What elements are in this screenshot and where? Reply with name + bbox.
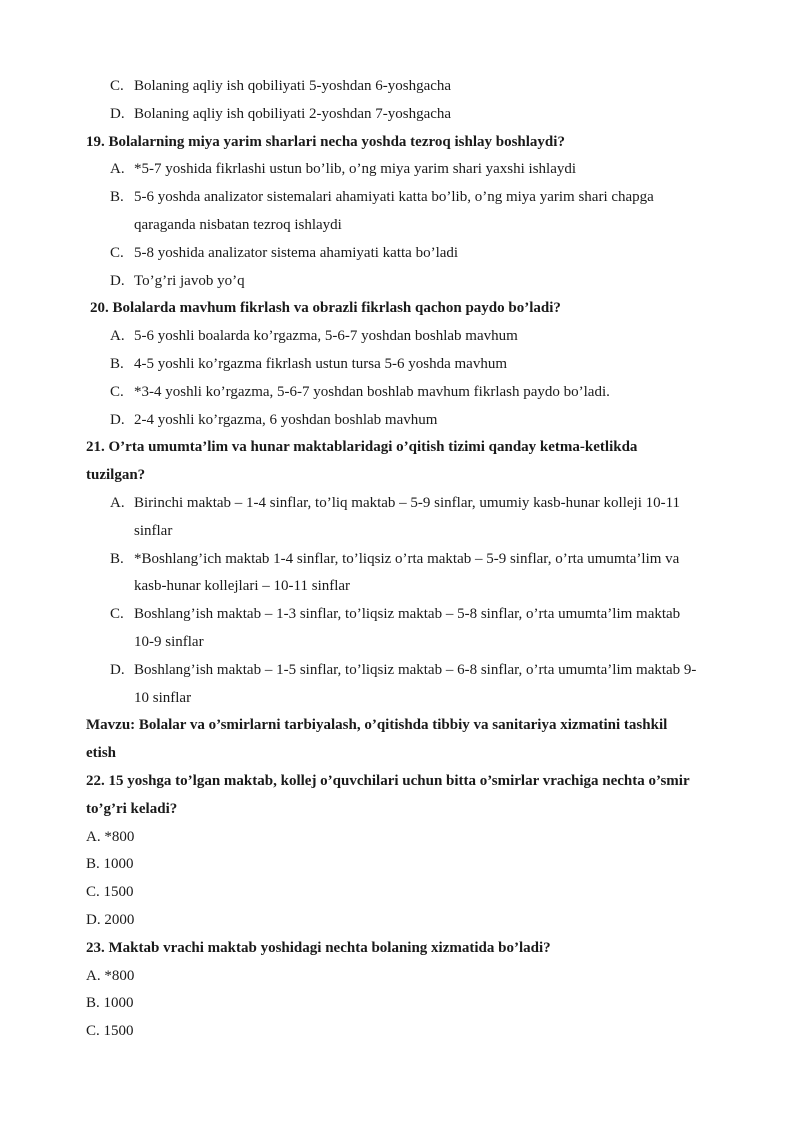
option-text: Boshlang’ish maktab – 1-3 sinflar, to’liqsiz maktab – 5-8 sinflar, o’rta umumta’lim maktab bbox=[134, 606, 681, 623]
question-text bbox=[86, 938, 551, 958]
option-label: B. bbox=[110, 550, 124, 567]
answer-option bbox=[110, 76, 451, 96]
question-text bbox=[86, 743, 116, 763]
option-text: C. 1500 bbox=[86, 1023, 134, 1040]
answer-option bbox=[86, 827, 134, 847]
answer-option bbox=[86, 910, 134, 930]
option-label: B. bbox=[110, 189, 124, 206]
option-label: C. bbox=[110, 606, 124, 623]
answer-option-continued bbox=[134, 215, 342, 235]
question-text bbox=[90, 298, 561, 318]
option-text: qaraganda nisbatan tezroq ishlaydi bbox=[134, 217, 342, 233]
option-label: A. bbox=[110, 161, 125, 178]
option-text: Birinchi maktab – 1-4 sinflar, to’liq maktab – 5-9 sinflar, umumiy kasb-hunar kolleji 10-11 bbox=[134, 495, 681, 511]
answer-option-continued bbox=[134, 632, 204, 652]
answer-option bbox=[110, 159, 576, 179]
question-line: tuzilgan? bbox=[86, 467, 146, 484]
option-text: Boshlang’ish maktab – 1-5 sinflar, to’liqsiz maktab – 6-8 sinflar, o’rta umumta’lim maktab 9- bbox=[134, 661, 697, 678]
option-label: C. bbox=[110, 244, 124, 261]
option-text: kasb-hunar kollejlari – 10-11 sinflar bbox=[134, 578, 351, 595]
answer-option bbox=[86, 1021, 134, 1041]
option-text: *Boshlang’ich maktab 1-4 sinflar, to’liqsiz o’rta maktab – 5-9 sinflar, o’rta umumta’lim va bbox=[134, 550, 680, 567]
answer-option bbox=[110, 604, 680, 624]
option-text: 2-4 yoshli ko’rgazma, 6 yoshdan boshlab mavhum bbox=[134, 411, 438, 428]
option-text: 10-9 sinflar bbox=[134, 634, 204, 650]
answer-option bbox=[110, 104, 451, 124]
question-text bbox=[86, 771, 690, 791]
option-label: D. bbox=[110, 105, 125, 122]
option-label: D. bbox=[110, 411, 125, 428]
option-text: A. *800 bbox=[86, 967, 135, 984]
option-text: B. 1000 bbox=[86, 856, 134, 873]
option-label: A. bbox=[110, 495, 125, 511]
answer-option bbox=[110, 243, 458, 263]
question-text bbox=[86, 465, 145, 485]
question-line: 22. 15 yoshga to’lgan maktab, kollej o’quvchilari uchun bitta o’smirlar vrachiga nechta o’smir bbox=[86, 773, 690, 789]
option-text: Bolaning aqliy ish qobiliyati 5-yoshdan 6-yoshgacha bbox=[134, 78, 452, 94]
answer-option bbox=[86, 854, 134, 874]
option-label: B. bbox=[110, 356, 124, 372]
answer-option bbox=[110, 493, 680, 513]
answer-option-continued bbox=[134, 688, 191, 708]
option-label: C. bbox=[110, 78, 124, 94]
question-line: 23. Maktab vrachi maktab yoshidagi nechta bolaning xizmatida bo’ladi? bbox=[86, 939, 551, 956]
option-text: sinflar bbox=[134, 522, 173, 539]
option-text: Bolaning aqliy ish qobiliyati 2-yoshdan 7-yoshgacha bbox=[134, 105, 452, 122]
option-text: 10 sinflar bbox=[134, 689, 192, 706]
option-label: D. bbox=[110, 661, 125, 678]
question-line: etish bbox=[86, 745, 116, 762]
answer-option bbox=[86, 966, 134, 986]
answer-option bbox=[86, 993, 134, 1013]
question-text bbox=[86, 715, 667, 735]
answer-option bbox=[110, 382, 610, 402]
answer-option bbox=[110, 326, 518, 346]
option-text: To’g’ri javob yo’q bbox=[134, 272, 245, 289]
answer-option bbox=[110, 660, 696, 680]
question-text bbox=[86, 132, 565, 152]
question-line: Mavzu: Bolalar va o’smirlarni tarbiyalash, o’qitishda tibbiy va sanitariya xizmatini tashkil bbox=[86, 717, 668, 734]
answer-option bbox=[110, 549, 679, 569]
option-text: D. 2000 bbox=[86, 912, 135, 928]
option-text: C. 1500 bbox=[86, 884, 134, 901]
option-text: 5-8 yoshida analizator sistema ahamiyati katta bo’ladi bbox=[134, 244, 459, 261]
answer-option-continued bbox=[134, 521, 172, 541]
option-label: C. bbox=[110, 383, 124, 400]
answer-option bbox=[86, 882, 134, 902]
question-line: 20. Bolalarda mavhum fikrlash va obrazli fikrlash qachon paydo bo’ladi? bbox=[90, 300, 561, 317]
option-text: 5-6 yoshda analizator sistemalari ahamiyati katta bo’lib, o’ng miya yarim shari chapga bbox=[134, 189, 654, 206]
option-text: *5-7 yoshida fikrlashi ustun bo’lib, o’ng miya yarim shari yaxshi ishlaydi bbox=[134, 161, 577, 178]
option-text: B. 1000 bbox=[86, 995, 134, 1012]
option-text: A. *800 bbox=[86, 828, 135, 845]
option-label: A. bbox=[110, 328, 125, 345]
answer-option bbox=[110, 410, 437, 430]
option-label: D. bbox=[110, 272, 125, 289]
question-text bbox=[86, 799, 177, 819]
answer-option bbox=[110, 354, 507, 374]
question-line: 19. Bolalarning miya yarim sharlari necha yoshda tezroq ishlay boshlaydi? bbox=[86, 133, 565, 150]
answer-option bbox=[110, 271, 245, 291]
question-text bbox=[86, 437, 637, 457]
question-line: 21. O’rta umumta’lim va hunar maktablaridagi o’qitish tizimi qanday ketma-ketlikda bbox=[86, 439, 638, 456]
option-text: 4-5 yoshli ko’rgazma fikrlash ustun tursa 5-6 yoshda mavhum bbox=[134, 356, 507, 372]
option-text: *3-4 yoshli ko’rgazma, 5-6-7 yoshdan boshlab mavhum fikrlash paydo bo’ladi. bbox=[134, 383, 610, 400]
option-text: 5-6 yoshli boalarda ko’rgazma, 5-6-7 yoshdan boshlab mavhum bbox=[134, 328, 518, 345]
answer-option-continued bbox=[134, 576, 350, 596]
answer-option bbox=[110, 187, 654, 207]
question-line: to’g’ri keladi? bbox=[86, 800, 178, 817]
